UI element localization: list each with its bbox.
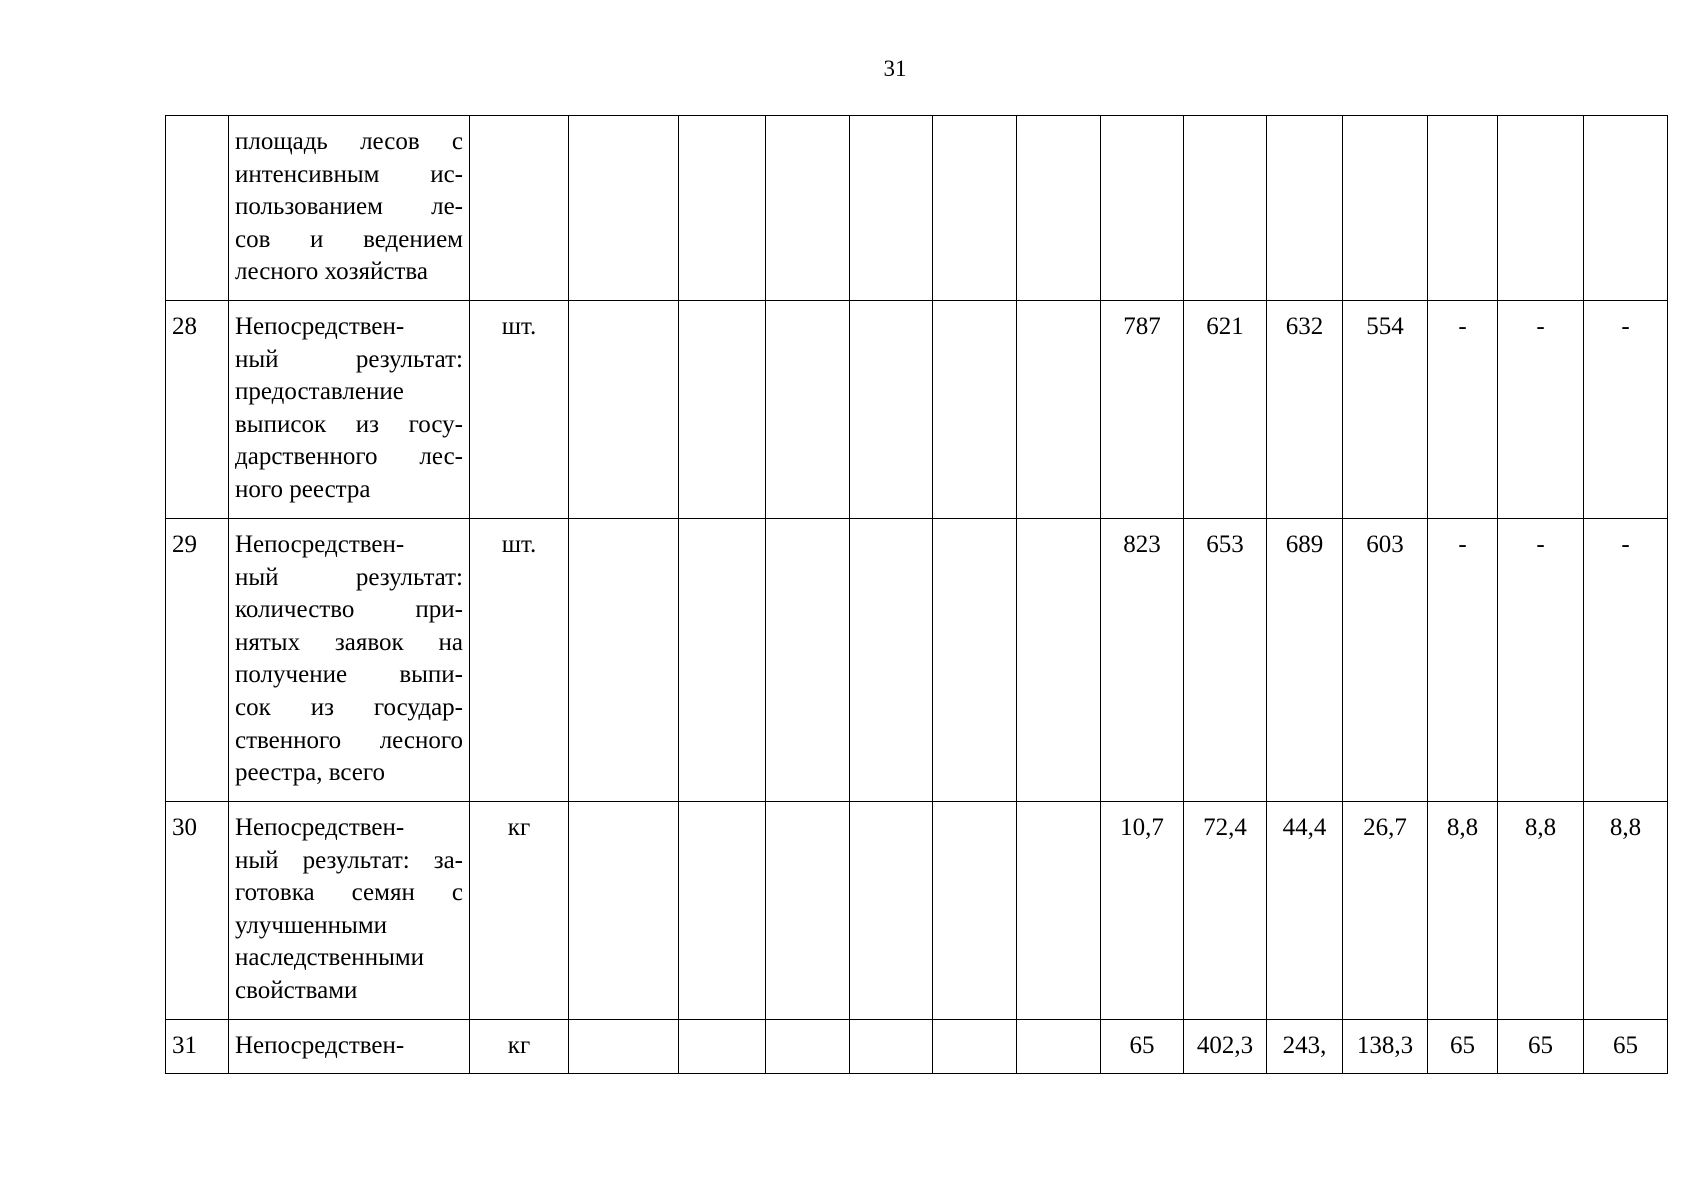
value-cell (850, 116, 933, 301)
value-cell (1101, 116, 1184, 301)
value-cell (569, 301, 679, 519)
value-cell (569, 802, 679, 1020)
description-line: площадь лесов с (235, 128, 463, 155)
value-cell (569, 519, 679, 802)
unit-cell: шт. (470, 519, 569, 802)
value-cell: 8,8 (1428, 802, 1498, 1020)
description-line: сок из государ- (235, 693, 463, 721)
value-cell: 8,8 (1584, 802, 1668, 1020)
description-line: ный результат: (235, 563, 463, 591)
description-line: выписок из госу- (235, 410, 463, 438)
page-number: 31 (883, 56, 907, 81)
value-cell (1498, 116, 1584, 301)
value-cell (1428, 116, 1498, 301)
value-cell (850, 802, 933, 1020)
indicator-description (229, 519, 470, 802)
value-cell: 26,7 (1343, 802, 1428, 1020)
value-cell (933, 802, 1017, 1020)
description-line: ный результат: (235, 345, 463, 373)
value-cell: 823 (1101, 519, 1184, 802)
value-cell: 65 (1498, 1020, 1584, 1074)
table-row (166, 519, 1668, 802)
description-line: наследственными (235, 944, 425, 972)
value-cell (766, 802, 850, 1020)
value-cell (679, 519, 766, 802)
table-row (166, 1020, 1668, 1074)
table-row (166, 116, 1668, 301)
description-line: сов и ведением (235, 225, 463, 253)
value-cell: - (1498, 301, 1584, 519)
row-number: 29 (166, 519, 229, 802)
value-cell (1017, 116, 1101, 301)
unit-cell: шт. (470, 301, 569, 519)
unit-cell (470, 116, 569, 301)
description-line: готовка семян с (235, 879, 463, 907)
value-cell: 653 (1184, 519, 1267, 802)
value-cell (1584, 116, 1668, 301)
description-line: ного реестра (235, 475, 371, 503)
value-cell (1017, 802, 1101, 1020)
value-cell: 632 (1267, 301, 1343, 519)
description-line: интенсивным ис- (235, 160, 463, 188)
value-cell: 65 (1101, 1020, 1184, 1074)
value-cell (1184, 116, 1267, 301)
description-line: Непосредствен- (235, 1032, 405, 1059)
value-cell: 787 (1101, 301, 1184, 519)
description-line: дарственного лес- (235, 443, 463, 471)
description-line: лесного хозяйства (235, 258, 428, 286)
value-cell: 72,4 (1184, 802, 1267, 1020)
value-cell (1343, 116, 1428, 301)
value-cell: 65 (1428, 1020, 1498, 1074)
value-cell: - (1584, 519, 1668, 802)
description-line: свойствами (235, 976, 358, 1004)
description-line: ственного лесного (235, 726, 463, 754)
value-cell (1017, 1020, 1101, 1074)
description-line: ный результат: за- (235, 846, 463, 874)
value-cell: 621 (1184, 301, 1267, 519)
description-line: реестра, всего (235, 759, 386, 787)
description-line: пользованием ле- (235, 193, 463, 221)
value-cell: - (1584, 301, 1668, 519)
row-number: 28 (166, 301, 229, 519)
value-cell (679, 301, 766, 519)
value-cell (933, 301, 1017, 519)
value-cell (1017, 519, 1101, 802)
value-cell (933, 519, 1017, 802)
value-cell: - (1428, 519, 1498, 802)
description-line: предоставление (235, 378, 404, 406)
indicator-description (229, 802, 470, 1020)
description-line: нятых заявок на (235, 628, 463, 656)
value-cell (850, 1020, 933, 1074)
description-line: Непосредствен- (235, 313, 405, 340)
value-cell: - (1498, 519, 1584, 802)
value-cell (766, 519, 850, 802)
row-number (166, 116, 229, 301)
value-cell: 65 (1584, 1020, 1668, 1074)
value-cell (766, 116, 850, 301)
value-cell: 243, (1267, 1020, 1343, 1074)
value-cell: 554 (1343, 301, 1428, 519)
indicator-description (229, 116, 470, 301)
value-cell: 10,7 (1101, 802, 1184, 1020)
value-cell (1017, 301, 1101, 519)
value-cell (850, 519, 933, 802)
value-cell (933, 1020, 1017, 1074)
table-row (166, 301, 1668, 519)
indicators-table (165, 115, 1668, 1074)
description-line: Непосредствен- (235, 531, 405, 558)
row-number: 30 (166, 802, 229, 1020)
description-line: количество при- (235, 596, 463, 624)
value-cell (850, 301, 933, 519)
value-cell: 8,8 (1498, 802, 1584, 1020)
table-row (166, 802, 1668, 1020)
indicator-description (229, 301, 470, 519)
unit-cell: кг (470, 802, 569, 1020)
value-cell: 402,3 (1184, 1020, 1267, 1074)
row-number: 31 (166, 1020, 229, 1074)
value-cell: 138,3 (1343, 1020, 1428, 1074)
value-cell (679, 802, 766, 1020)
value-cell (569, 1020, 679, 1074)
value-cell (679, 116, 766, 301)
value-cell (766, 1020, 850, 1074)
value-cell (569, 116, 679, 301)
value-cell: - (1428, 301, 1498, 519)
value-cell (933, 116, 1017, 301)
description-line: получение выпи- (235, 661, 463, 689)
value-cell: 689 (1267, 519, 1343, 802)
value-cell: 603 (1343, 519, 1428, 802)
value-cell (679, 1020, 766, 1074)
value-cell (1267, 116, 1343, 301)
unit-cell: кг (470, 1020, 569, 1074)
value-cell (766, 301, 850, 519)
indicator-description (229, 1020, 470, 1074)
description-line: Непосредствен- (235, 814, 405, 841)
value-cell: 44,4 (1267, 802, 1343, 1020)
description-line: улучшенными (235, 911, 388, 939)
